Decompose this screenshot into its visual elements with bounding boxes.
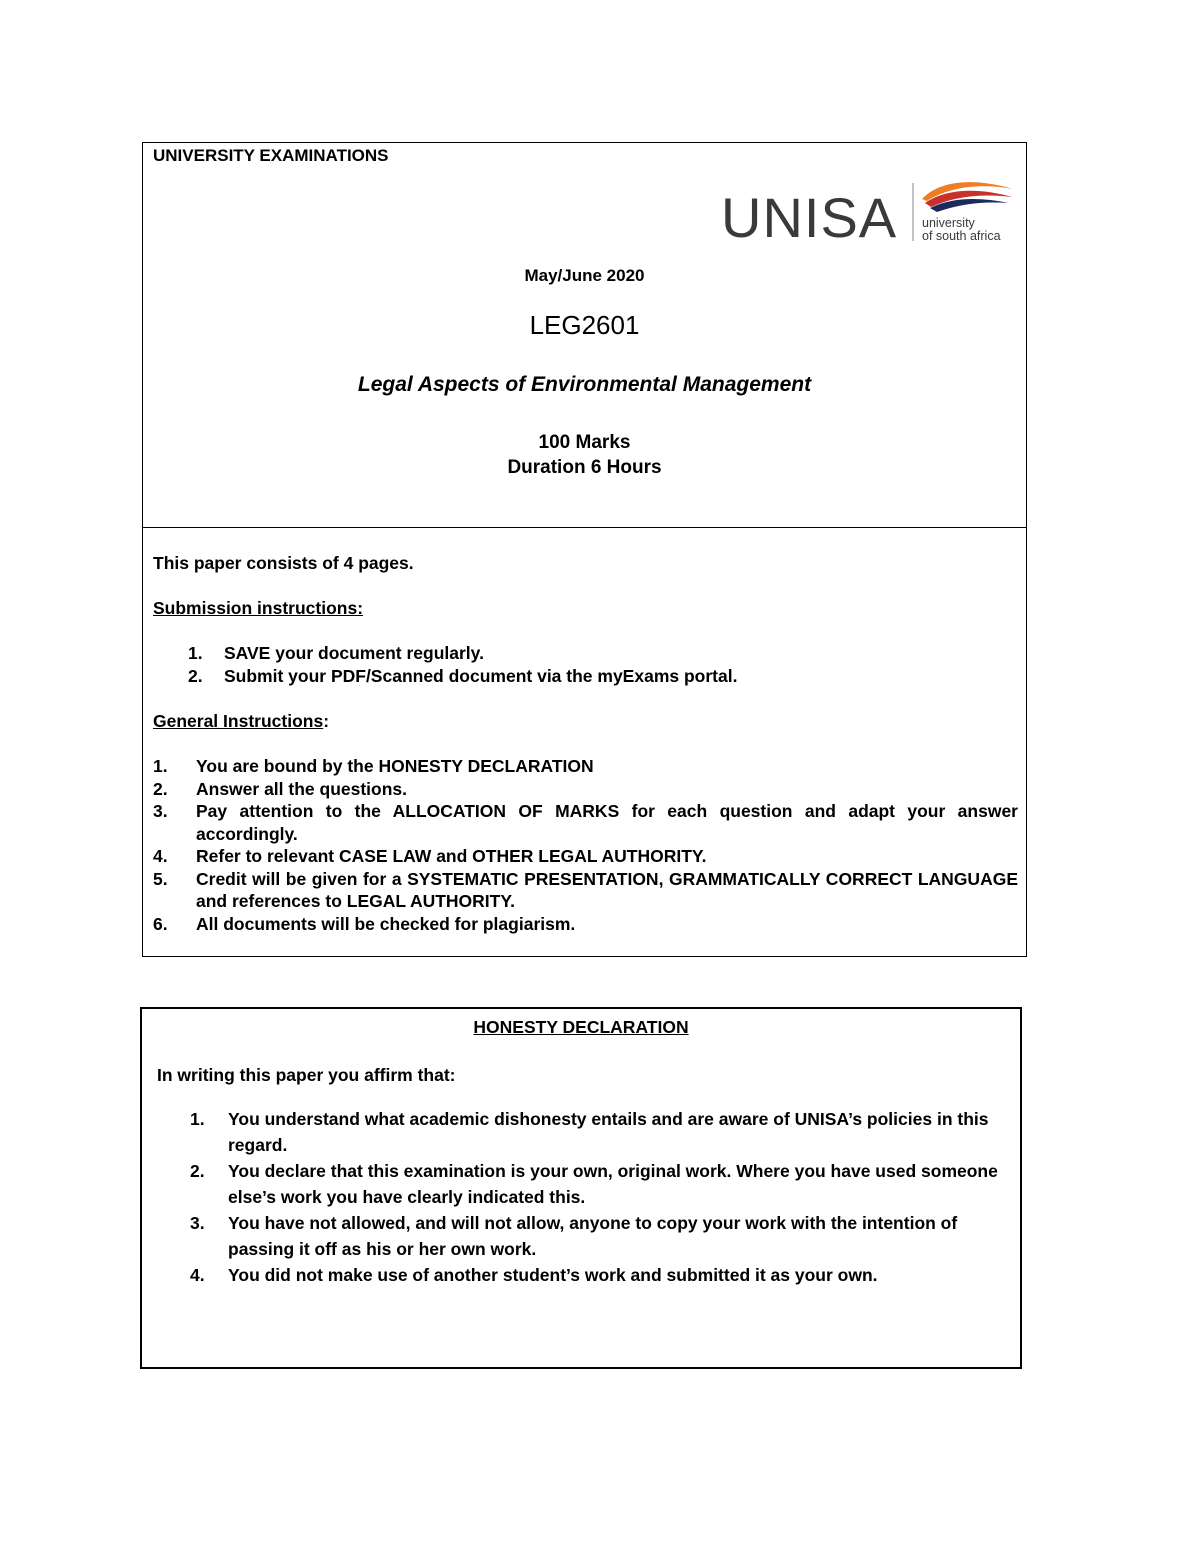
honesty-intro: In writing this paper you affirm that: [157,1065,456,1085]
general-instructions-list [153,755,1018,935]
list-item: 2. You declare that this examination is your own, original work. Where you have used someone else’s work you have clearly indicated this. [190,1161,998,1207]
module-code: LEG2601 [529,310,640,340]
instructions-box [142,527,1027,957]
list-item: 1. You understand what academic dishonesty entails and are aware of UNISA’s policies in this regard. [190,1109,989,1155]
submission-heading: Submission instructions: [153,598,364,618]
unisa-logo [717,177,1017,247]
list-item: 4. You did not make use of another student’s work and submitted it as your own. [190,1265,878,1285]
logo-tagline-line1: university [922,216,975,230]
exam-cover-box [142,142,1027,528]
exam-header: UNIVERSITY EXAMINATIONS [153,146,389,165]
honesty-declaration-box [140,1007,1022,1369]
list-item: 6. All documents will be checked for plagiarism. [153,913,576,934]
pages-note: This paper consists of 4 pages. [153,553,414,573]
exam-duration: Duration 6 Hours [507,457,662,478]
list-item: 5. Credit will be given for a SYSTEMATIC PRESENTATION, GRAMMATICALLY CORRECT LANGUAGE and references to LEGAL AUTHORITY. [153,868,1018,911]
submission-list [188,642,737,687]
list-item: 2. Submit your PDF/Scanned document via the myExams portal. [188,665,738,686]
logo-tagline-line2: of south africa [922,229,1001,243]
logo-wordmark: UNISA [721,186,898,247]
honesty-list [190,1106,1010,1288]
list-item: 3. You have not allowed, and will not allow, anyone to copy your work with the intention of passing it off as his or her own work. [190,1213,958,1259]
list-item: 1. You are bound by the HONESTY DECLARATION [153,756,594,776]
list-item: 1. SAVE your document regularly. [188,643,484,663]
total-marks: 100 Marks [538,432,631,453]
list-item: 3. Pay attention to the ALLOCATION OF MARKS for each question and adapt your answer accordingly. [153,801,1018,844]
general-heading: General Instructions: [153,711,330,731]
exam-session: May/June 2020 [524,266,645,285]
honesty-title: HONESTY DECLARATION [473,1017,689,1037]
list-item: 2. Answer all the questions. [153,778,408,799]
module-title: Legal Aspects of Environmental Management [357,373,812,396]
list-item: 4. Refer to relevant CASE LAW and OTHER LEGAL AUTHORITY. [153,846,707,866]
